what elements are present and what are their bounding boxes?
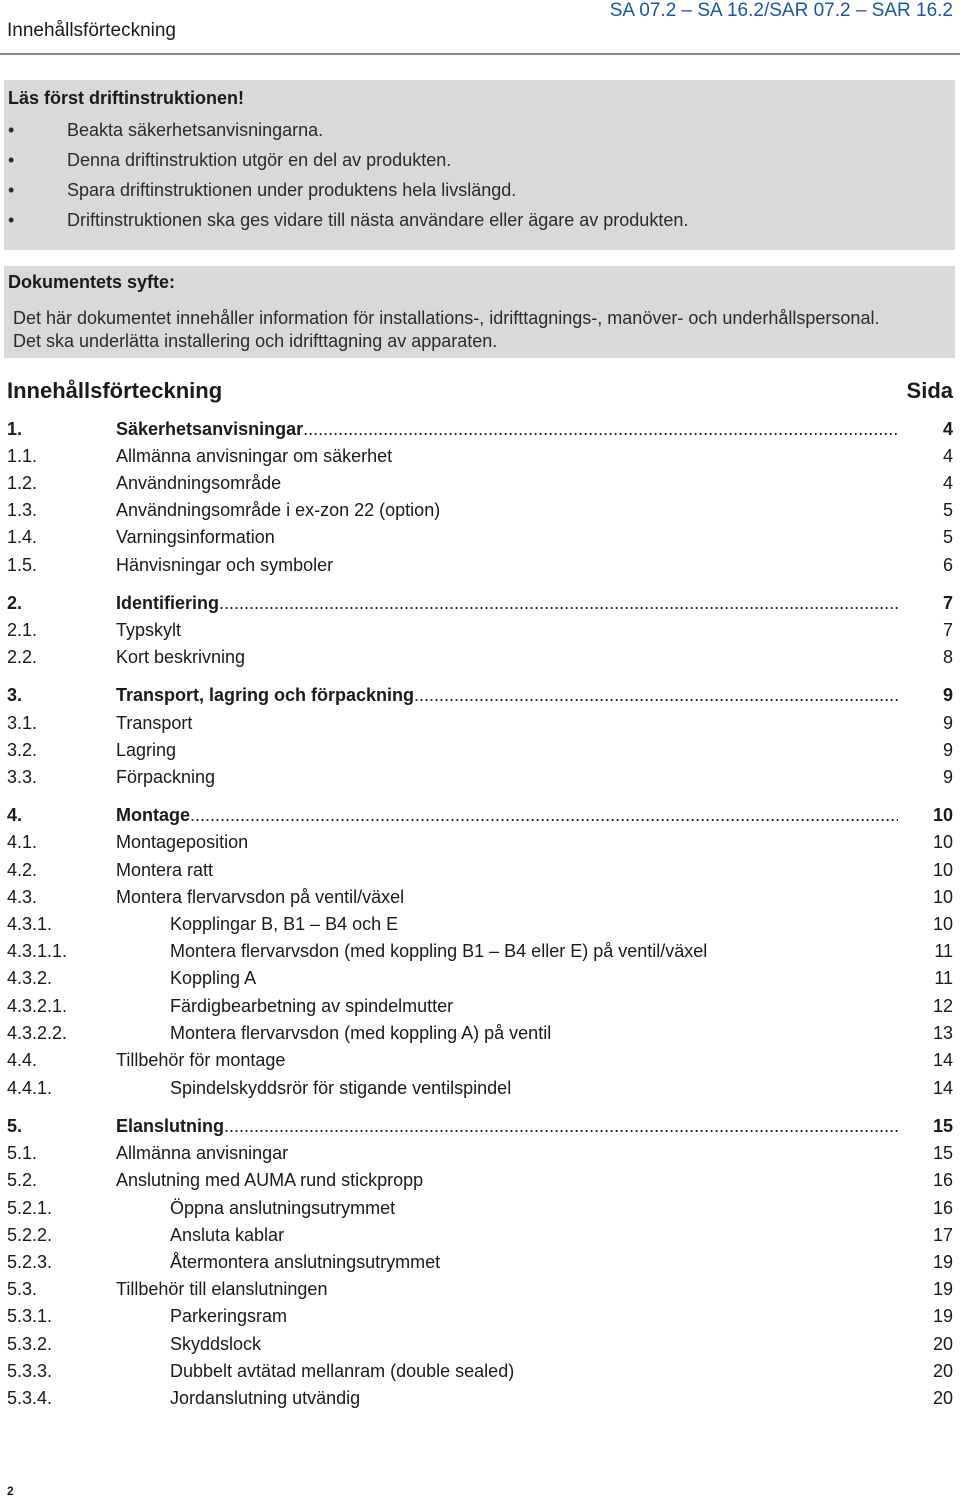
toc-entry-title: Montera flervarvsdon på ventil/växel: [116, 887, 405, 907]
toc-entry-page: 20: [932, 1334, 953, 1354]
page-number: 2: [7, 1484, 14, 1498]
notice-box: [4, 80, 955, 250]
toc-entry-number: 1.1.: [7, 446, 38, 466]
toc-entry-number: 3.3.: [7, 767, 38, 787]
toc-entry-page: 20: [932, 1361, 953, 1381]
toc-entry-page: 7: [942, 593, 953, 613]
toc-chapter-entry[interactable]: [0, 805, 960, 829]
toc-entry-page: 9: [942, 713, 953, 733]
purpose-title: Dokumentets syfte:: [8, 272, 176, 292]
toc-entry-number: 5.3.4.: [7, 1388, 53, 1408]
header-section-title: Innehållsförteckning: [7, 20, 176, 41]
toc-chapter-entry[interactable]: [0, 685, 960, 709]
toc-entry-number: 4.2.: [7, 860, 38, 880]
toc-entry-number: 3.2.: [7, 740, 38, 760]
bullet-icon: •: [8, 120, 15, 140]
toc-entry-number: 4.3.1.: [7, 914, 53, 934]
toc-entry-number: 4.3.2.2.: [7, 1023, 68, 1043]
toc-entry-page: 13: [932, 1023, 953, 1043]
toc-page-heading: Sida: [906, 378, 953, 403]
toc-entry-title: Ansluta kablar: [170, 1225, 285, 1245]
toc-entry-title: Parkeringsram: [170, 1306, 288, 1326]
toc-entry-title: Användningsområde: [116, 473, 282, 493]
toc-entry-page: 11: [934, 941, 953, 961]
toc-entry-number: 5.3.2.: [7, 1334, 53, 1354]
toc-entry-number: 5.2.: [7, 1170, 38, 1190]
bullet-icon: •: [8, 210, 15, 230]
toc-entry-page: 10: [932, 860, 953, 880]
header-model-range: SA 07.2 – SA 16.2/SAR 07.2 – SAR 16.2: [609, 0, 953, 21]
toc-entry-page: 9: [942, 685, 953, 705]
toc-entry[interactable]: [0, 473, 960, 497]
toc-entry-page: 14: [932, 1050, 953, 1070]
toc-entry[interactable]: [0, 914, 960, 938]
toc-entry[interactable]: [0, 1361, 960, 1385]
toc-entry-number: 3.: [7, 685, 23, 705]
toc-entry[interactable]: [0, 527, 960, 551]
toc-entry[interactable]: [0, 860, 960, 884]
toc-entry-page: 17: [932, 1225, 953, 1245]
toc-entry[interactable]: [0, 1388, 960, 1412]
purpose-box: [4, 266, 955, 358]
toc-entry-page: 19: [932, 1279, 953, 1299]
toc-entry[interactable]: [0, 1225, 960, 1249]
toc-chapter-entry[interactable]: [0, 1116, 960, 1140]
toc-entry-number: 2.1.: [7, 620, 38, 640]
toc-entry-title: Användningsområde i ex-zon 22 (option): [116, 500, 441, 520]
toc-entry-page: 11: [934, 968, 953, 988]
toc-entry-page: 9: [942, 767, 953, 787]
toc-entry[interactable]: [0, 996, 960, 1020]
toc-entry-page: 4: [942, 419, 953, 439]
toc-entry[interactable]: [0, 1334, 960, 1358]
toc-entry-title: Hänvisningar och symboler: [116, 555, 334, 575]
toc-entry[interactable]: [0, 1198, 960, 1222]
toc-entry[interactable]: [0, 887, 960, 911]
toc-entry-number: 5.2.3.: [7, 1252, 53, 1272]
notice-bullet-text: Beakta säkerhetsanvisningarna.: [67, 120, 324, 140]
header-divider: [0, 53, 960, 55]
toc-entry-number: 5.1.: [7, 1143, 38, 1163]
toc-entry-title: Dubbelt avtätad mellanram (double sealed): [170, 1361, 515, 1381]
toc-entry-number: 5.2.2.: [7, 1225, 53, 1245]
toc-entry-page: 16: [932, 1170, 953, 1190]
toc-entry-page: 4: [942, 473, 953, 493]
notice-bullet-text: Denna driftinstruktion utgör en del av produkten.: [67, 150, 452, 170]
toc-entry[interactable]: [0, 1252, 960, 1276]
toc-entry-page: 4: [942, 446, 953, 466]
toc-entry-number: 1.: [7, 419, 23, 439]
toc-entry[interactable]: [0, 941, 960, 965]
toc-entry-page: 10: [932, 914, 953, 934]
toc-entry-number: 2.: [7, 593, 23, 613]
toc-entry-title: Kort beskrivning: [116, 647, 246, 667]
toc-entry[interactable]: [0, 968, 960, 992]
toc-entry[interactable]: [0, 1050, 960, 1074]
toc-entry-title: Identifiering .....: [116, 593, 898, 614]
toc-entry-number: 4.3.2.: [7, 968, 53, 988]
toc-entry-title: Montera flervarvsdon (med koppling B1 – B4 eller E) på ventil/växel: [170, 941, 708, 961]
toc-heading: Innehållsförteckning: [7, 378, 223, 403]
notice-bullet-text: Driftinstruktionen ska ges vidare till nästa användare eller ägare av produkten.: [67, 210, 689, 230]
toc-entry-page: 5: [942, 527, 953, 547]
toc-entry-number: 4.3.2.1.: [7, 996, 68, 1016]
toc-entry[interactable]: [0, 446, 960, 470]
toc-entry[interactable]: [0, 1078, 960, 1102]
toc-entry-title: Montage .....: [116, 805, 898, 826]
toc-entry[interactable]: [0, 1023, 960, 1047]
toc-entry-number: 5.2.1.: [7, 1198, 53, 1218]
toc-chapter-entry[interactable]: [0, 593, 960, 617]
notice-bullet-text: Spara driftinstruktionen under produktens hela livslängd.: [67, 180, 517, 200]
toc-entry-title: Öppna anslutningsutrymmet: [170, 1198, 396, 1218]
toc-entry-title: Montageposition: [116, 832, 249, 852]
bullet-icon: •: [8, 150, 15, 170]
toc-entry[interactable]: [0, 1279, 960, 1303]
toc-entry-number: 5.3.: [7, 1279, 38, 1299]
toc-entry-page: 16: [932, 1198, 953, 1218]
toc-entry-title: Färdigbearbetning av spindelmutter: [170, 996, 454, 1016]
toc-entry-page: 19: [932, 1306, 953, 1326]
toc-entry-page: 10: [932, 805, 953, 825]
toc-entry-page: 19: [932, 1252, 953, 1272]
toc-entry-number: 5.3.3.: [7, 1361, 53, 1381]
toc-entry[interactable]: [0, 1143, 960, 1167]
toc-entry-number: 1.5.: [7, 555, 38, 575]
toc-entry-title: Koppling A: [170, 968, 257, 988]
toc-entry-page: 20: [932, 1388, 953, 1408]
toc-entry-number: 4.: [7, 805, 23, 825]
purpose-line-2: Det ska underlätta installering och idrifttagning av apparaten.: [13, 331, 498, 351]
toc-entry-title: Jordanslutning utvändig: [170, 1388, 361, 1408]
toc-entry[interactable]: [0, 500, 960, 524]
toc-entry-title: Varningsinformation: [116, 527, 275, 547]
toc-entry-page: 10: [932, 832, 953, 852]
toc-entry-number: 4.4.1.: [7, 1078, 53, 1098]
toc-entry-page: 6: [942, 555, 953, 575]
toc-entry-title: Montera flervarvsdon (med koppling A) på ventil: [170, 1023, 552, 1043]
toc-entry[interactable]: [0, 647, 960, 671]
toc-entry-page: 5: [942, 500, 953, 520]
toc-entry[interactable]: [0, 555, 960, 579]
toc-entry[interactable]: [0, 1306, 960, 1330]
toc-entry-page: 15: [932, 1143, 953, 1163]
toc-entry-title: Säkerhetsanvisningar .....: [116, 419, 898, 440]
toc-entry-page: 10: [932, 887, 953, 907]
toc-entry-title: Skyddslock: [170, 1334, 262, 1354]
toc-entry[interactable]: [0, 713, 960, 737]
toc-entry-page: 8: [942, 647, 953, 667]
toc-entry-number: 3.1.: [7, 713, 38, 733]
toc-entry-page: 7: [942, 620, 953, 640]
toc-entry-number: 5.3.1.: [7, 1306, 53, 1326]
page-header: [0, 0, 960, 60]
toc-entry-number: 4.3.1.1.: [7, 941, 68, 961]
toc-entry-number: 1.4.: [7, 527, 38, 547]
toc-entry-page: 14: [932, 1078, 953, 1098]
toc-entry-number: 1.2.: [7, 473, 38, 493]
toc-entry-number: 4.4.: [7, 1050, 38, 1070]
toc-chapter-entry[interactable]: [0, 419, 960, 443]
toc-entry-number: 1.3.: [7, 500, 38, 520]
toc-entry-title: Spindelskyddsrör för stigande ventilspindel: [170, 1078, 512, 1098]
toc-entry-title: Tillbehör till elanslutningen: [116, 1279, 328, 1299]
toc-entry-title: Kopplingar B, B1 – B4 och E: [170, 914, 399, 934]
toc-entry-title: Tillbehör för montage: [116, 1050, 286, 1070]
toc-entry-number: 4.1.: [7, 832, 38, 852]
toc-entry-title: Typskylt: [116, 620, 182, 640]
toc-entry-number: 5.: [7, 1116, 23, 1136]
toc-entry-page: 15: [932, 1116, 953, 1136]
toc-entry-title: Elanslutning .....: [116, 1116, 898, 1137]
toc-entry-title: Transport, lagring och förpackning .....: [116, 685, 898, 706]
toc-entry-title: Transport: [116, 713, 193, 733]
toc-entry-page: 9: [942, 740, 953, 760]
toc-entry[interactable]: [0, 832, 960, 856]
notice-title: Läs först driftinstruktionen!: [8, 88, 245, 108]
toc-entry-title: Montera ratt: [116, 860, 214, 880]
toc-entry-title: Förpackning: [116, 767, 216, 787]
toc-entry-title: Anslutning med AUMA rund stickpropp: [116, 1170, 424, 1190]
toc-entry-page: 12: [932, 996, 953, 1016]
toc-entry-title: Allmänna anvisningar om säkerhet: [116, 446, 393, 466]
toc-entry-title: Allmänna anvisningar: [116, 1143, 289, 1163]
toc-entry-number: 4.3.: [7, 887, 38, 907]
purpose-line-1: Det här dokumentet innehåller information för installations-, idrifttagnings-, manöver- och underhållspersonal.: [13, 308, 880, 328]
toc-entry[interactable]: [0, 1170, 960, 1194]
toc-entry-title: Återmontera anslutningsutrymmet: [170, 1252, 441, 1272]
toc-entry-number: 2.2.: [7, 647, 38, 667]
toc-entry[interactable]: [0, 767, 960, 791]
toc-entry[interactable]: [0, 740, 960, 764]
toc-entry-title: Lagring: [116, 740, 177, 760]
bullet-icon: •: [8, 180, 15, 200]
toc-entry[interactable]: [0, 620, 960, 644]
